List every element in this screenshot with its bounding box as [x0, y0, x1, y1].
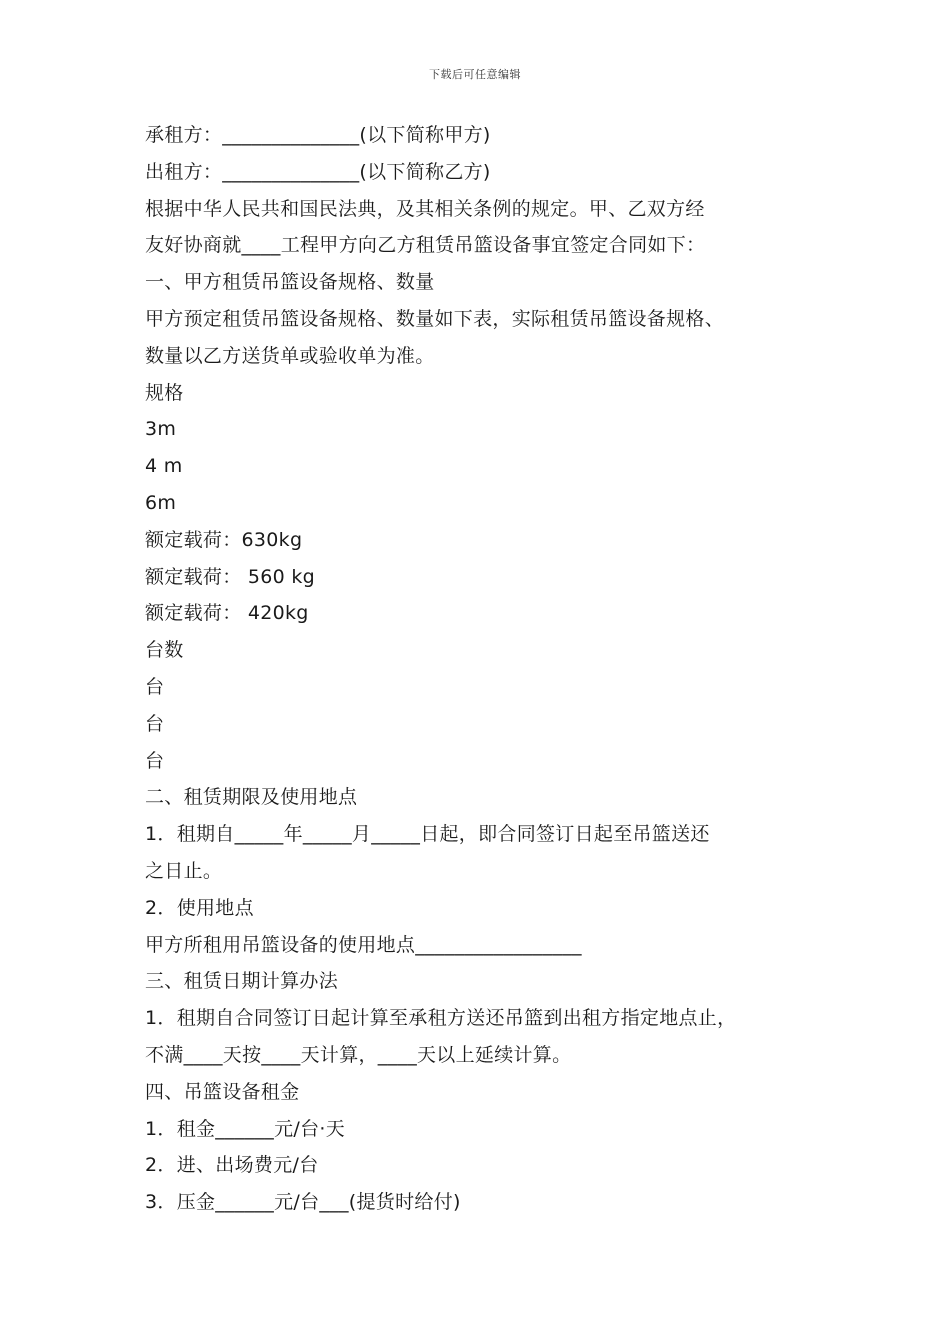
spec-value: 3m: [145, 418, 177, 441]
clause-line: 不满____天按____天计算，____天以上延续计算。: [145, 1043, 572, 1066]
load-value: 额定载荷： 560 kg: [145, 565, 316, 588]
paragraph-line: 数量以乙方送货单或验收单为准。: [145, 344, 435, 367]
spec-value: 4 m: [145, 455, 183, 478]
preamble-line-1: 根据中华人民共和国民法典，及其相关条例的规定。甲、乙双方经: [145, 197, 705, 220]
page-header-watermark: 下载后可任意编辑: [429, 68, 521, 81]
quantity-label: 台数: [145, 639, 184, 662]
load-value: 额定载荷：630kg: [145, 528, 303, 551]
clause-line: 1．租金______元/台·天: [145, 1117, 346, 1140]
document-body: [145, 117, 845, 1221]
spec-value: 6m: [145, 491, 177, 514]
preamble-line-2: 友好协商就____工程甲方向乙方租赁吊篮设备事宜签定合同如下：: [145, 234, 706, 257]
load-value: 额定载荷： 420kg: [145, 602, 309, 625]
lessor-line: 出租方：______________(以下简称乙方): [145, 160, 491, 183]
clause-line: 2．使用地点: [145, 896, 254, 919]
quantity-unit: 台: [145, 712, 165, 735]
clause-line: 2．进、出场费元/台: [145, 1154, 319, 1177]
clause-line: 1．租期自合同签订日起计算至承租方送还吊篮到出租方指定地点止，: [145, 1007, 737, 1030]
clause-line: 3．压金______元/台___(提货时给付): [145, 1191, 461, 1214]
lessee-line: 承租方：______________(以下简称甲方): [145, 124, 491, 146]
clause-line: 甲方所租用吊篮设备的使用地点_________________: [145, 933, 582, 956]
section-heading-3: 三、租赁日期计算办法: [145, 970, 339, 993]
clause-line: 1．租期自_____年_____月_____日起，即合同签订日起至吊篮送还: [145, 823, 710, 846]
quantity-unit: 台: [145, 675, 165, 698]
quantity-unit: 台: [145, 749, 165, 772]
section-heading-4: 四、吊篮设备租金: [145, 1080, 300, 1103]
clause-line: 之日止。: [145, 859, 223, 882]
section-heading-1: 一、甲方租赁吊篮设备规格、数量: [145, 271, 435, 294]
section-heading-2: 二、租赁期限及使用地点: [145, 786, 358, 809]
paragraph-line: 甲方预定租赁吊篮设备规格、数量如下表，实际租赁吊篮设备规格、: [145, 307, 725, 330]
spec-label: 规格: [145, 381, 184, 404]
